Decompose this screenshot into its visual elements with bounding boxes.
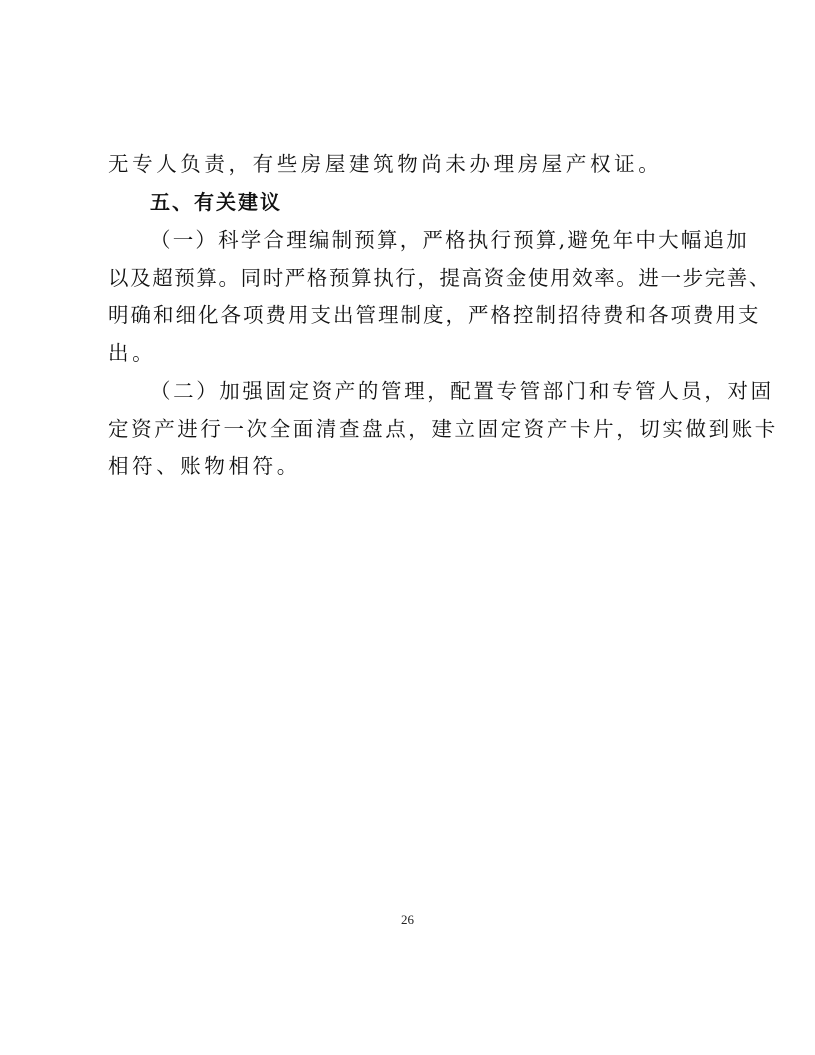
paragraph-2-line-3: 相符、账物相符。 [108, 454, 301, 478]
section-heading: 五、有关建议 [150, 190, 282, 214]
paragraph-1-line-3: 明确和细化各项费用支出管理制度，严格控制招待费和各项费用支 [108, 303, 761, 327]
paragraph-1-line-4: 出。 [108, 341, 157, 365]
paragraph-2-line-2: 定资产进行一次全面清查盘点，建立固定资产卡片，切实做到账卡 [108, 417, 778, 441]
paragraph-1-line-1: （一）科学合理编制预算，严格执行预算,避免年中大幅追加 [150, 228, 749, 252]
page-number: 26 [401, 912, 414, 927]
paragraph-2-line-1: （二）加强固定资产的管理，配置专管部门和专管人员，对固 [150, 379, 774, 403]
text-line: 无专人负责，有些房屋建筑物尚未办理房屋产权证。 [108, 152, 663, 176]
paragraph-1-line-2: 以及超预算。同时严格预算执行，提高资金使用效率。进一步完善、 [108, 266, 771, 290]
